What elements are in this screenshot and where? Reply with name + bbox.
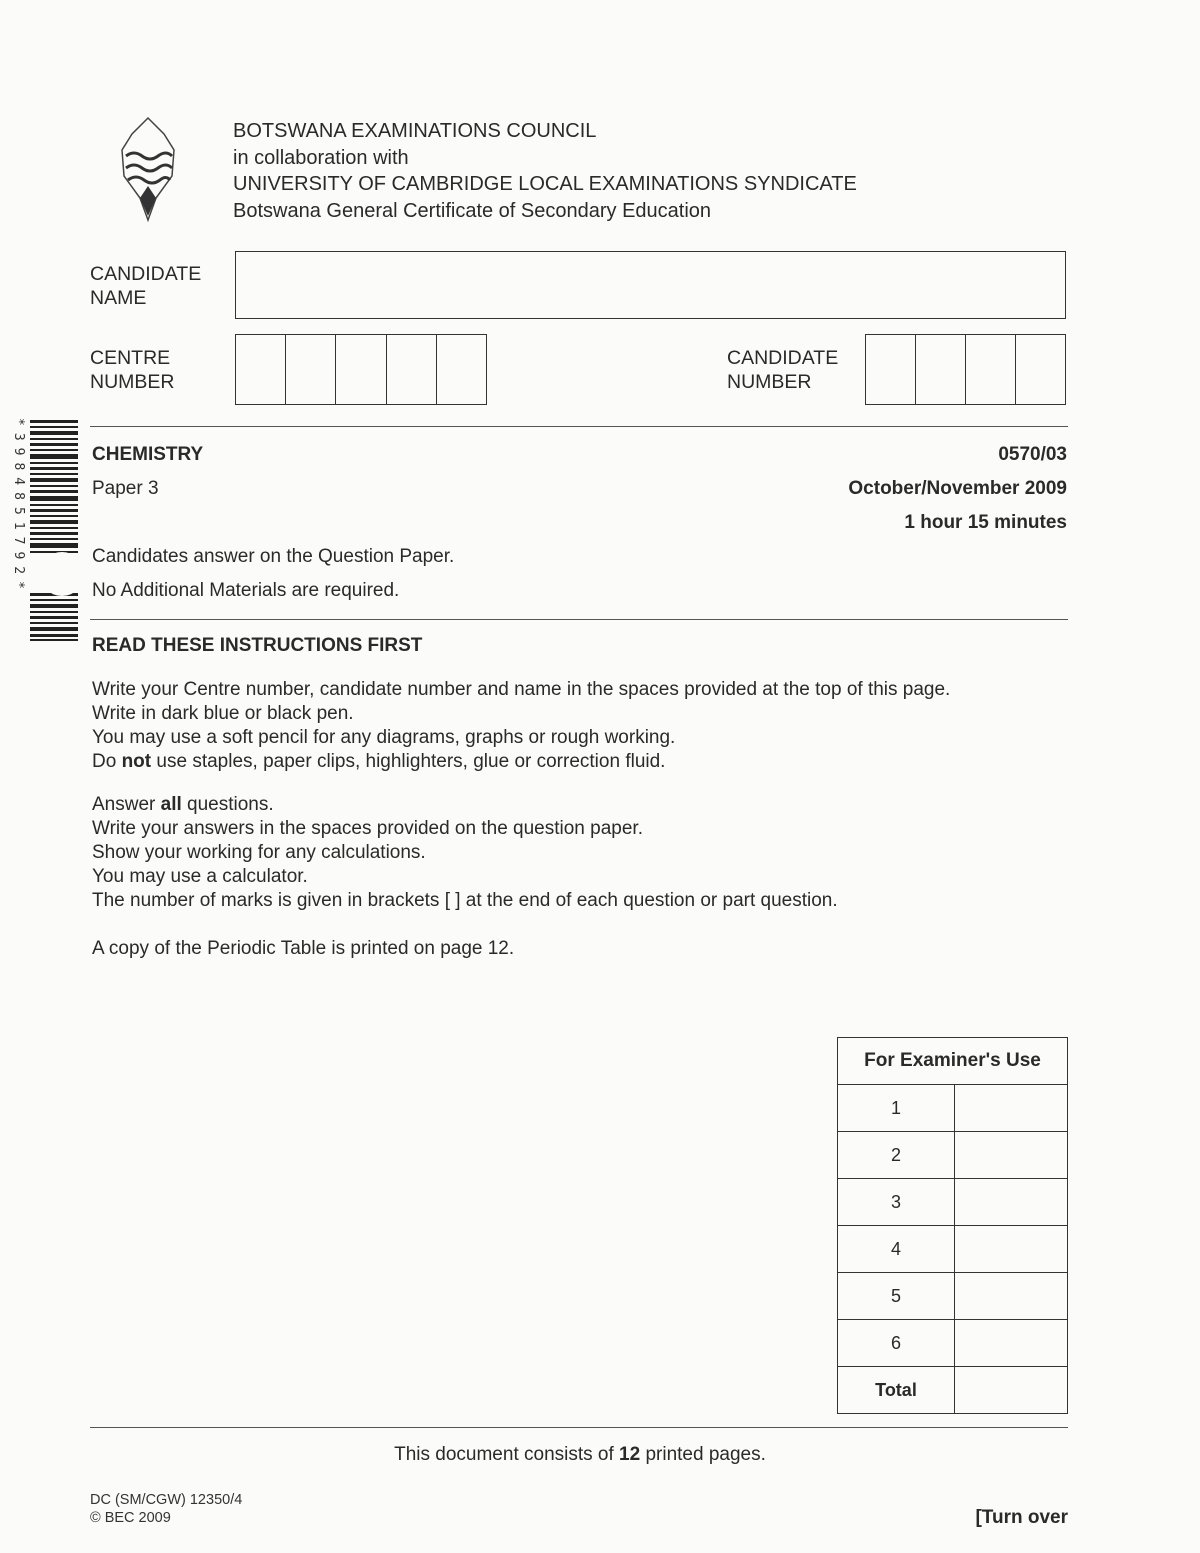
instructions-heading: READ THESE INSTRUCTIONS FIRST bbox=[92, 635, 423, 656]
paper-number: Paper 3 bbox=[92, 478, 159, 499]
candidate-digit-box[interactable] bbox=[916, 335, 966, 404]
council-name: BOTSWANA EXAMINATIONS COUNCIL bbox=[233, 120, 597, 142]
centre-digit-box[interactable] bbox=[387, 335, 437, 404]
instruction-line: Write your answers in the spaces provided on the question paper. bbox=[92, 818, 643, 839]
instruction-line: Write in dark blue or black pen. bbox=[92, 703, 354, 724]
question-number: 3 bbox=[838, 1179, 955, 1226]
centre-digit-box[interactable] bbox=[286, 335, 336, 404]
total-label: Total bbox=[838, 1367, 955, 1414]
instruction-line: Do not use staples, paper clips, highlighters, glue or correction fluid. bbox=[92, 751, 666, 772]
candidate-number-boxes[interactable] bbox=[865, 334, 1066, 405]
centre-digit-box[interactable] bbox=[336, 335, 386, 404]
instruction-line: The number of marks is given in brackets [ ] at the end of each question or part question. bbox=[92, 890, 838, 911]
mark-cell[interactable] bbox=[955, 1273, 1068, 1320]
mark-cell[interactable] bbox=[955, 1226, 1068, 1273]
candidate-name-label: CANDIDATE NAME bbox=[90, 263, 202, 309]
logo-emblem-icon bbox=[112, 116, 184, 224]
centre-digit-box[interactable] bbox=[437, 335, 486, 404]
candidate-digit-box[interactable] bbox=[1016, 335, 1065, 404]
mark-cell[interactable] bbox=[955, 1085, 1068, 1132]
question-number: 6 bbox=[838, 1320, 955, 1367]
centre-digit-box[interactable] bbox=[236, 335, 286, 404]
instruction-line: You may use a calculator. bbox=[92, 866, 308, 887]
examiner-table bbox=[837, 1037, 1068, 1414]
instructions-block-2 bbox=[92, 793, 838, 913]
mark-cell[interactable] bbox=[955, 1320, 1068, 1367]
question-number: 1 bbox=[838, 1085, 955, 1132]
instruction-line: Write your Centre number, candidate number and name in the spaces provided at the top of this page. bbox=[92, 679, 951, 700]
document-reference: DC (SM/CGW) 12350/4 © BEC 2009 bbox=[90, 1492, 243, 1526]
instruction-line: Answer all questions. bbox=[92, 794, 274, 815]
centre-number-boxes[interactable] bbox=[235, 334, 487, 405]
exam-duration: 1 hour 15 minutes bbox=[904, 512, 1067, 533]
council-logo bbox=[112, 116, 184, 224]
instruction-line: Show your working for any calculations. bbox=[92, 842, 426, 863]
candidate-name-box[interactable] bbox=[235, 251, 1066, 319]
barcode bbox=[10, 418, 78, 643]
mark-cell[interactable] bbox=[955, 1179, 1068, 1226]
candidate-number-label: CANDIDATE NUMBER bbox=[727, 347, 839, 393]
materials-line-2: No Additional Materials are required. bbox=[92, 580, 400, 601]
centre-number-label: CENTRE NUMBER bbox=[90, 347, 175, 393]
header-block bbox=[233, 118, 857, 224]
mark-cell[interactable] bbox=[955, 1132, 1068, 1179]
paper-code: 0570/03 bbox=[998, 444, 1067, 465]
divider bbox=[90, 1427, 1068, 1428]
candidate-digit-box[interactable] bbox=[866, 335, 916, 404]
exam-session: October/November 2009 bbox=[848, 478, 1067, 499]
candidate-digit-box[interactable] bbox=[966, 335, 1016, 404]
instruction-line: You may use a soft pencil for any diagrams, graphs or rough working. bbox=[92, 727, 676, 748]
divider bbox=[90, 619, 1068, 620]
question-number: 5 bbox=[838, 1273, 955, 1320]
periodic-table-note: A copy of the Periodic Table is printed on page 12. bbox=[92, 938, 515, 959]
question-number: 2 bbox=[838, 1132, 955, 1179]
turn-over: [Turn over bbox=[975, 1507, 1068, 1528]
materials-line-1: Candidates answer on the Question Paper. bbox=[92, 546, 455, 567]
question-number: 4 bbox=[838, 1226, 955, 1273]
subject-title: CHEMISTRY bbox=[92, 444, 204, 465]
certificate-name: Botswana General Certificate of Secondary Education bbox=[233, 199, 712, 222]
collab-text: in collaboration with bbox=[233, 146, 409, 169]
page-count: This document consists of 12 printed pages. bbox=[394, 1444, 766, 1465]
total-mark-cell[interactable] bbox=[955, 1367, 1068, 1414]
syndicate-name: UNIVERSITY OF CAMBRIDGE LOCAL EXAMINATIONS SYNDICATE bbox=[233, 173, 857, 195]
instructions-block-1 bbox=[92, 678, 950, 774]
barcode-digits: *3984851792* bbox=[11, 418, 26, 596]
divider bbox=[90, 426, 1068, 427]
examiner-table-title: For Examiner's Use bbox=[838, 1038, 1068, 1085]
